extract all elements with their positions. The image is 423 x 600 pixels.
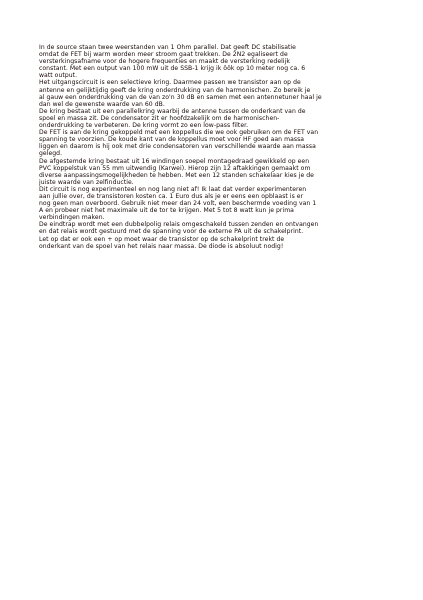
text-line: watt output. [39,72,78,80]
text-line: gelegd. [39,150,63,158]
text-line: verbindingen maken. [39,214,105,222]
text-line: constant. Met een output van 100 mW uit de SSB-1 krijg ik ôôk op 10 meter nog ca. 6 [39,65,306,73]
text-line: antenne en gelijktijdig geeft de kring onderdrukking van de harmonischen. Zo bereik je [39,86,311,94]
text-line: liggen en daarom is hij ook met drie condensatoren van verschillende waarde aan massa [39,143,316,151]
text-line: spanning te voorzien. De koude kant van de koppellus moet voor HF goed aan massa [39,136,305,144]
text-line: diverse aanpassingsmogelijkheden te hebben. Met een 12 standen schakelaar kies je de [39,171,314,179]
text-line: De eindtrap wordt met een dubbelpolig relais omgeschakeld tussen zenden en ontvangen [39,221,319,229]
text-line: onderdrukking te verbeteren. De kring vormt zo een low-pass filter. [39,122,249,130]
text-line: spoel en massa zit. De condensator zit er hoofdzakelijk om de harmonischen- [39,114,280,122]
text-line: De kring bestaat uit een parallelkring waarbij de antenne tussen de onderkant van de [39,107,306,115]
text-line: nog geen man overboord. Gebruik niet meer dan 24 volt, een beschermde voeding van 1 [39,200,317,208]
text-line: aan jullie over, de transistoren kosten ca. 1 Euro dus als je er eens een opblaast is er [39,192,304,200]
text-line: De afgestemde kring bestaat uit 16 windingen soepel montagedraad gewikkeld op een [39,157,310,165]
text-line: Dit circuit is nog experimenteel en nog lang niet af! Ik laat dat verder experimenteren [39,185,307,193]
text-line: onderkant van de spoel van het relais naar massa. De diode is absoluut nodig! [39,242,284,250]
text-line: juiste waarde van zelfinductie. [39,178,134,186]
text-line: versterkingsafname voor de hogere frequenties en maakt de versterking redelijk [39,58,290,66]
text-line: De FET is aan de kring gekoppeld met een koppellus die we ook gebruiken om de FET van [39,129,319,137]
text-line: Let op dat er ook een + op moet waar de transistor op de schakelprint trekt de [39,235,285,243]
body-text [39,44,389,250]
text-line: A en probeer niet het maximale uit de tor te krijgen. Met 5 tot 8 watt kun je prima [39,207,294,215]
text-line: omdat de FET bij warm worden meer stroom gaat trekken. De 2N2 egaliseert de [39,51,288,59]
text-line: PVC koppelstuk van 55 mm uitwendig (Karwei). Hierop zijn 12 aftakkingen gemaakt om [39,164,311,172]
text-line: al gauw een onderdrukking van de van zo'n 30 dB en samen met een antennetuner haal je [39,93,322,101]
text-line: en dat relais wordt gestuurd met de spanning voor de externe PA uit de schakelprint. [39,228,304,236]
text-line: dan wel de gewenste waarde van 60 dB. [39,100,165,108]
text-line: In de source staan twee weerstanden van 1 Ohm parallel. Dat geeft DC stabilisatie [39,44,296,51]
text-line: Het uitgangscircuit is een selectieve kring. Daarmee passen we transistor aan op de [39,79,301,87]
